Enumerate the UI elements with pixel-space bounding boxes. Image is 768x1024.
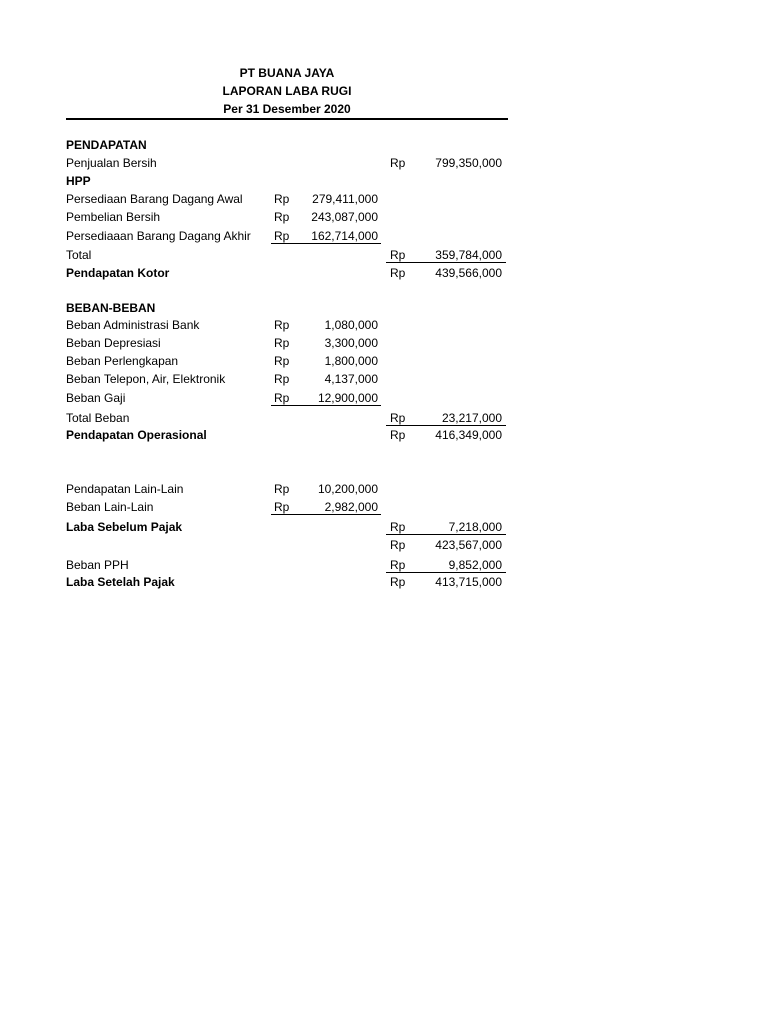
total-amount: 9,852,000 — [448, 558, 502, 572]
row-label: Total — [66, 248, 92, 262]
statement-row — [66, 573, 508, 591]
row-label: Pendapatan Operasional — [66, 428, 207, 442]
total-amount: 799,350,000 — [435, 156, 502, 170]
currency-label: Rp — [390, 248, 406, 262]
row-label: Laba Setelah Pajak — [66, 575, 175, 589]
currency-label: Rp — [274, 229, 290, 243]
row-label: Beban Telepon, Air, Elektronik — [66, 372, 226, 386]
sub-amount: 2,982,000 — [324, 500, 378, 514]
row-label: Beban Lain-Lain — [66, 500, 154, 514]
row-label: Laba Sebelum Pajak — [66, 520, 183, 534]
statement-row — [66, 208, 508, 226]
sub-amount: 279,411,000 — [312, 192, 378, 206]
row-label: Persediaaan Barang Dagang Akhir — [66, 229, 251, 243]
currency-label: Rp — [390, 411, 406, 425]
statement-row — [66, 536, 508, 554]
row-label: Total Beban — [66, 411, 130, 425]
currency-label: Rp — [274, 482, 290, 496]
total-amount: 23,217,000 — [441, 411, 502, 425]
row-label: Penjualan Bersih — [66, 156, 157, 170]
sub-amount: 243,087,000 — [311, 210, 378, 224]
subtotal-underline — [271, 243, 381, 244]
row-label: HPP — [66, 174, 91, 188]
statement-row — [66, 227, 508, 245]
statement-row — [66, 246, 508, 264]
currency-label: Rp — [274, 391, 290, 405]
total-underline — [386, 534, 506, 535]
statement-row — [66, 334, 508, 352]
statement-row — [66, 426, 508, 444]
total-amount: 423,567,000 — [435, 538, 502, 552]
report-title: LAPORAN LABA RUGI — [222, 84, 352, 98]
statement-row — [66, 352, 508, 370]
sub-amount: 1,080,000 — [324, 318, 378, 332]
row-label: Beban Administrasi Bank — [66, 318, 200, 332]
subtotal-underline — [271, 405, 381, 406]
statement-row — [66, 370, 508, 388]
currency-label: Rp — [390, 558, 406, 572]
statement-row — [66, 518, 508, 536]
statement-row — [66, 264, 508, 282]
currency-label: Rp — [274, 336, 290, 350]
statement-row — [66, 299, 508, 317]
statement-row — [66, 389, 508, 407]
company-name: PT BUANA JAYA — [239, 66, 335, 80]
row-label: Beban Depresiasi — [66, 336, 161, 350]
currency-label: Rp — [274, 318, 290, 332]
row-label: Beban PPH — [66, 558, 129, 572]
total-amount: 439,566,000 — [435, 266, 502, 280]
sub-amount: 162,714,000 — [311, 229, 378, 243]
row-label: Persediaan Barang Dagang Awal — [66, 192, 243, 206]
row-label: Beban Perlengkapan — [66, 354, 179, 368]
row-label: Pendapatan Kotor — [66, 266, 170, 280]
currency-label: Rp — [390, 428, 406, 442]
currency-label: Rp — [390, 266, 406, 280]
statement-row — [66, 316, 508, 334]
header-rule — [66, 118, 508, 120]
currency-label: Rp — [390, 156, 406, 170]
sub-amount: 3,300,000 — [324, 336, 378, 350]
statement-row — [66, 556, 508, 574]
report-period: Per 31 Desember 2020 — [223, 102, 351, 116]
sub-amount: 10,200,000 — [317, 482, 378, 496]
total-amount: 7,218,000 — [448, 520, 502, 534]
sub-amount: 4,137,000 — [324, 372, 378, 386]
statement-row — [66, 498, 508, 516]
total-amount: 359,784,000 — [435, 248, 502, 262]
currency-label: Rp — [390, 520, 406, 534]
total-underline — [386, 262, 506, 263]
sub-amount: 12,900,000 — [317, 391, 378, 405]
total-amount: 413,715,000 — [435, 575, 502, 589]
statement-row — [66, 480, 508, 498]
row-label: Pembelian Bersih — [66, 210, 161, 224]
currency-label: Rp — [274, 192, 290, 206]
statement-row — [66, 136, 508, 154]
row-label: Beban Gaji — [66, 391, 126, 405]
currency-label: Rp — [390, 538, 406, 552]
sub-amount: 1,800,000 — [324, 354, 378, 368]
total-amount: 416,349,000 — [435, 428, 502, 442]
row-label: PENDAPATAN — [66, 138, 147, 152]
statement-row — [66, 409, 508, 427]
subtotal-underline — [271, 514, 381, 515]
currency-label: Rp — [390, 575, 406, 589]
statement-row — [66, 172, 508, 190]
statement-row — [66, 154, 508, 172]
currency-label: Rp — [274, 210, 290, 224]
currency-label: Rp — [274, 372, 290, 386]
currency-label: Rp — [274, 500, 290, 514]
row-label: Pendapatan Lain-Lain — [66, 482, 184, 496]
statement-row — [66, 190, 508, 208]
currency-label: Rp — [274, 354, 290, 368]
row-label: BEBAN-BEBAN — [66, 301, 156, 315]
